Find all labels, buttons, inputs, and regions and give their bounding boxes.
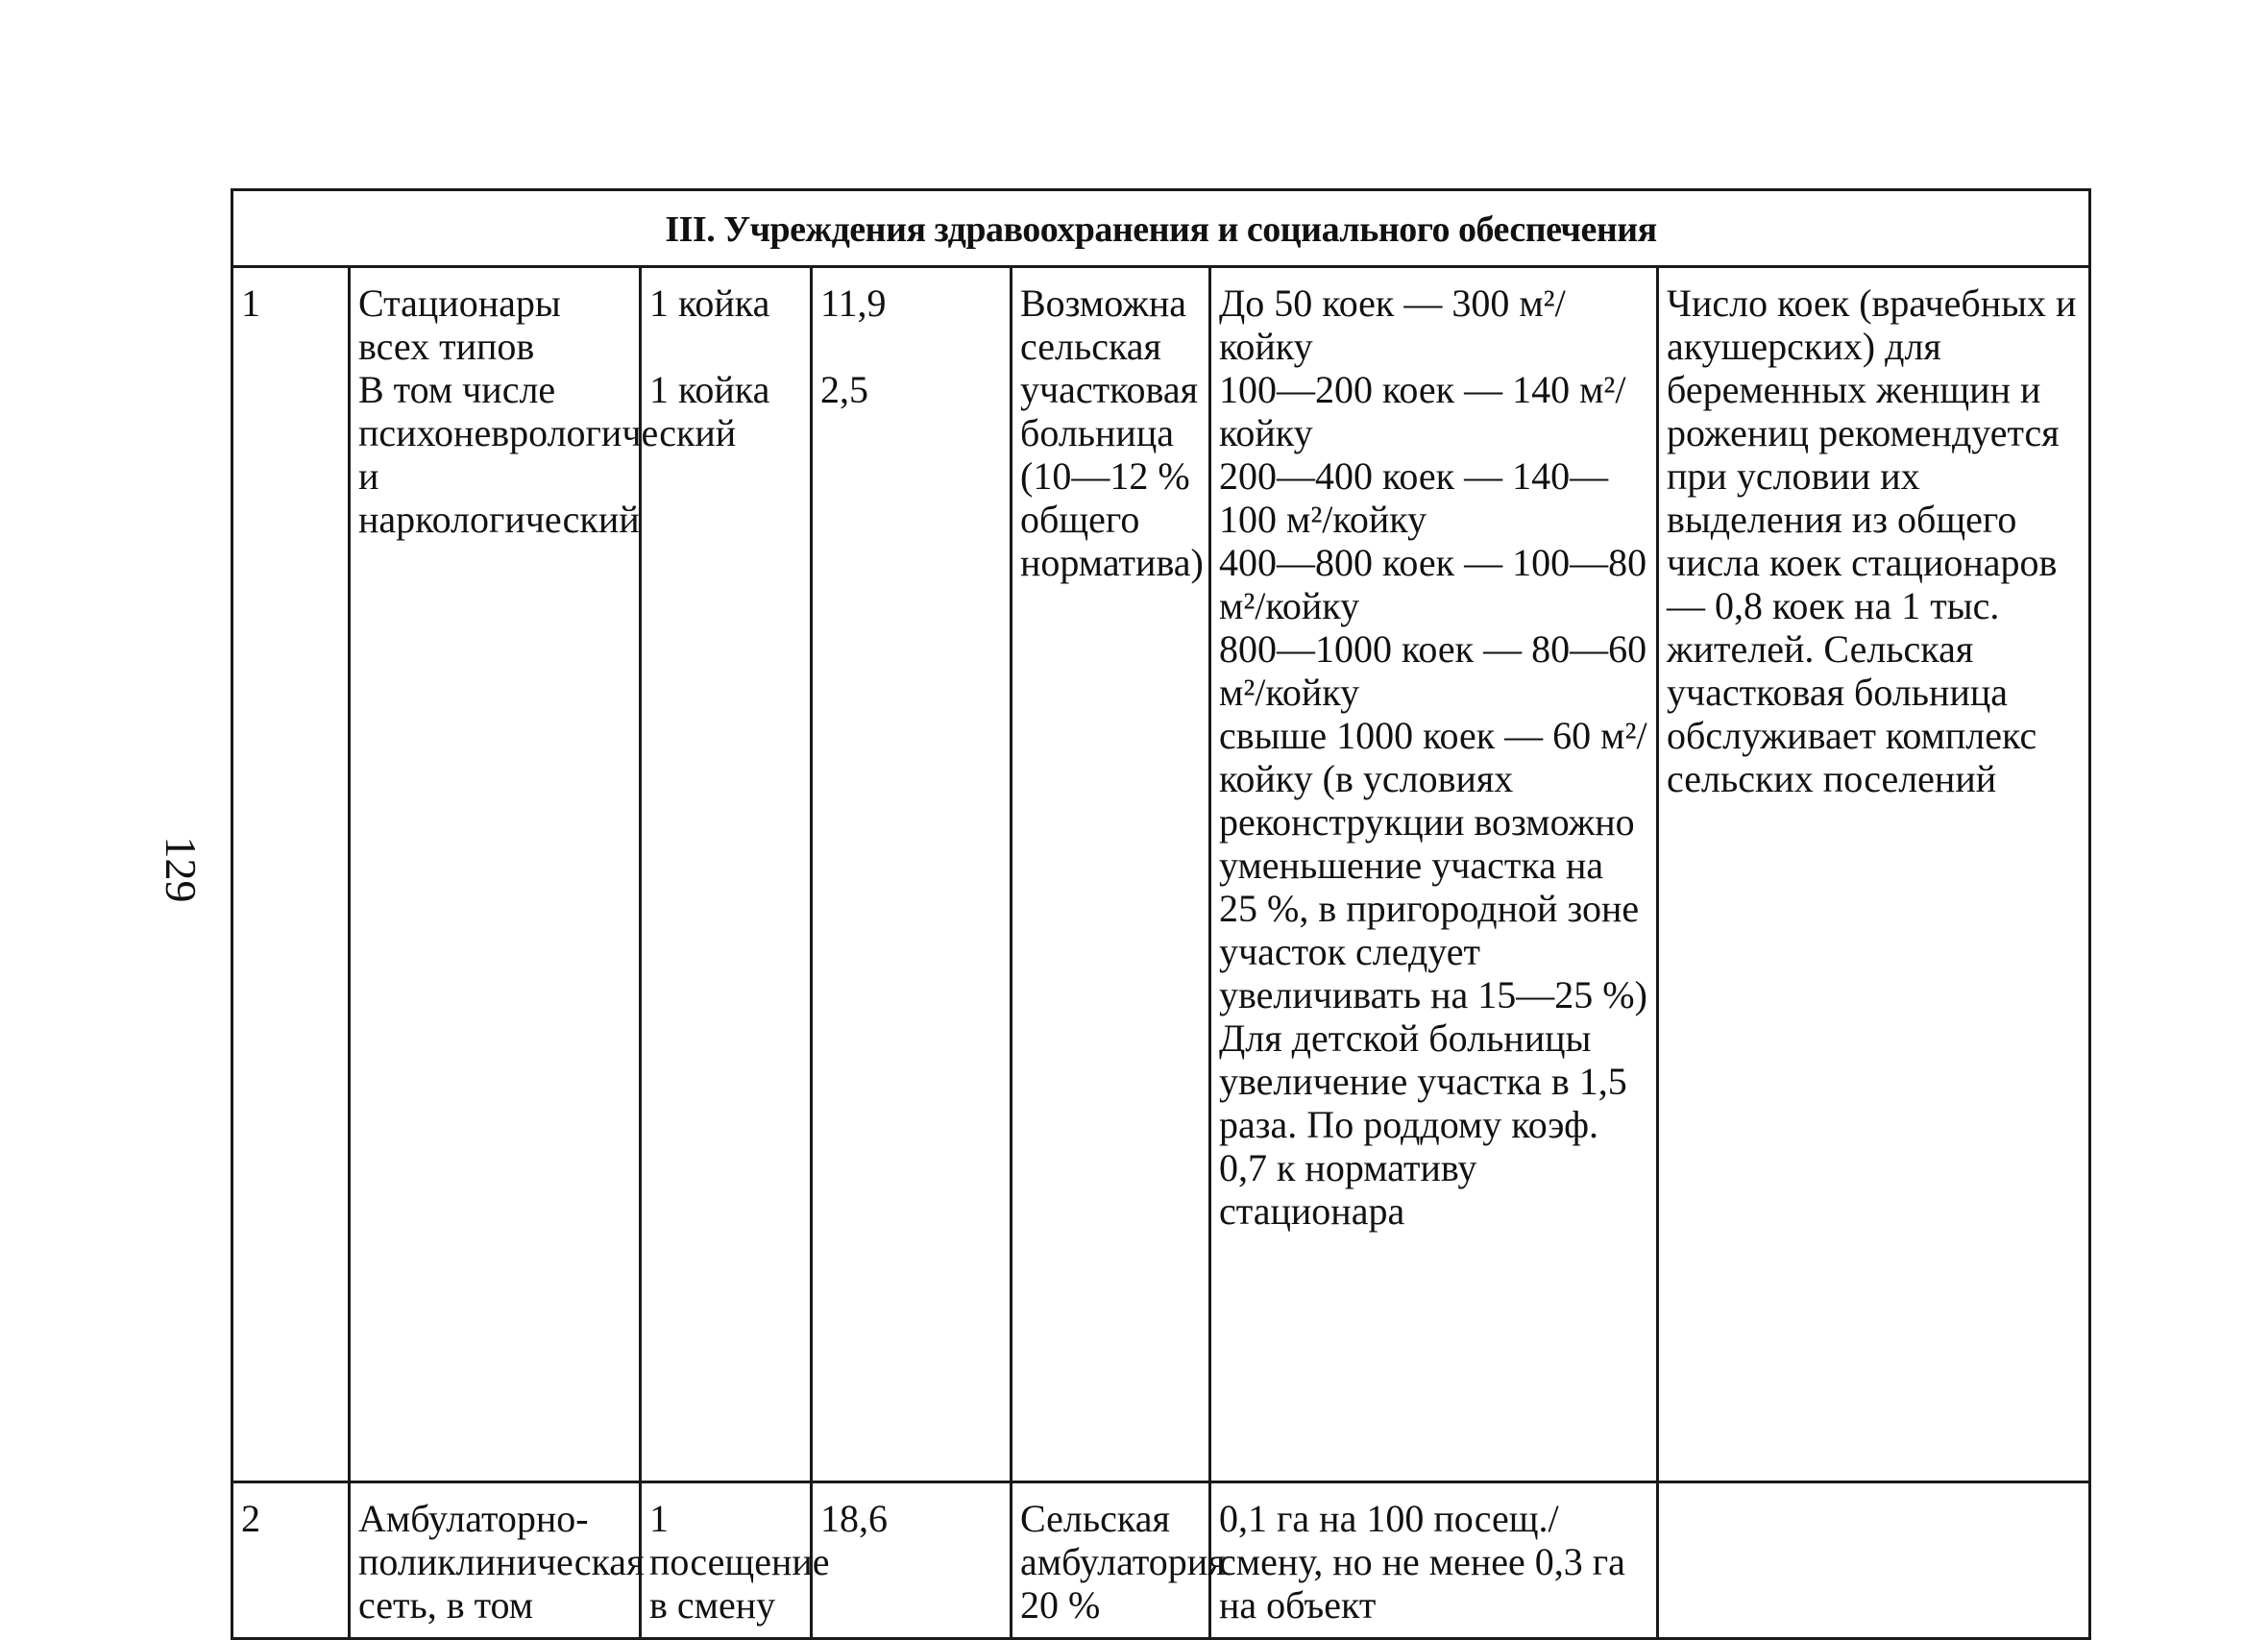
note-cell <box>1658 1482 2090 1639</box>
area-line: До 50 коек — 300 м²/койку <box>1219 281 1566 368</box>
area-cell <box>1210 267 1658 1482</box>
facility-name: Стационары всех типов <box>358 281 561 368</box>
note-cell: Число коек (врачебных и акушерских) для беременных женщин и рожениц рекомендуется при условии их выделения из общего числа коек стационаров — 0,8 коек на 1 тыс. жителей. Сельская участковая больница обслуживает комплекс сельских поселений <box>1658 267 2090 1482</box>
facility-subname: В том числе психоневрологический и наркологический <box>358 368 737 541</box>
row-number: 1 <box>232 267 350 1482</box>
section-title: III. Учреждения здравоохранения и социального обеспечения <box>232 190 2090 267</box>
norm-value-sub: 2,5 <box>820 368 868 411</box>
area-line: 400—800 коек — 100—80 м²/койку <box>1219 541 1647 627</box>
row-number: 2 <box>232 1482 350 1639</box>
area-cell: 0,1 га на 100 посещ./смену, но не менее 0,3 га на объект <box>1210 1482 1658 1639</box>
area-line: 800—1000 коек — 80—60 м²/койку <box>1219 627 1647 714</box>
unit-sub: 1 койка <box>649 368 770 411</box>
facility-name-cell: Амбулаторно-поликлиническая сеть, в том <box>350 1482 641 1639</box>
area-line: свыше 1000 коек — 60 м²/койку (в условиях реконструкции возможно уменьшение участка на 25 %, в пригородной зоне участок следует увеличивать на 15—25 %) <box>1219 714 1647 1016</box>
table-row <box>232 267 2090 1482</box>
possible-cell: Сельская амбулатория 20 % <box>1012 1482 1210 1639</box>
unit: 1 койка <box>649 281 770 325</box>
unit-cell: 1 посещение в смену <box>641 1482 812 1639</box>
norm-value-cell <box>812 267 1012 1482</box>
table-row <box>232 1482 2090 1639</box>
page-number: 129 <box>157 836 206 903</box>
section-header-row <box>232 190 2090 267</box>
area-line: 200—400 коек — 140—100 м²/койку <box>1219 454 1609 541</box>
norms-table <box>231 188 2091 1640</box>
area-line: 100—200 коек — 140 м²/койку <box>1219 368 1626 454</box>
possible-cell: Возможна сельская участковая больница (10—12 % общего норматива) <box>1012 267 1210 1482</box>
norm-value: 11,9 <box>820 281 887 325</box>
norm-value-cell: 18,6 <box>812 1482 1012 1639</box>
area-line: Для детской больницы увеличение участка в 1,5 раза. По роддому коэф. 0,7 к нормативу стационара <box>1219 1016 1627 1233</box>
